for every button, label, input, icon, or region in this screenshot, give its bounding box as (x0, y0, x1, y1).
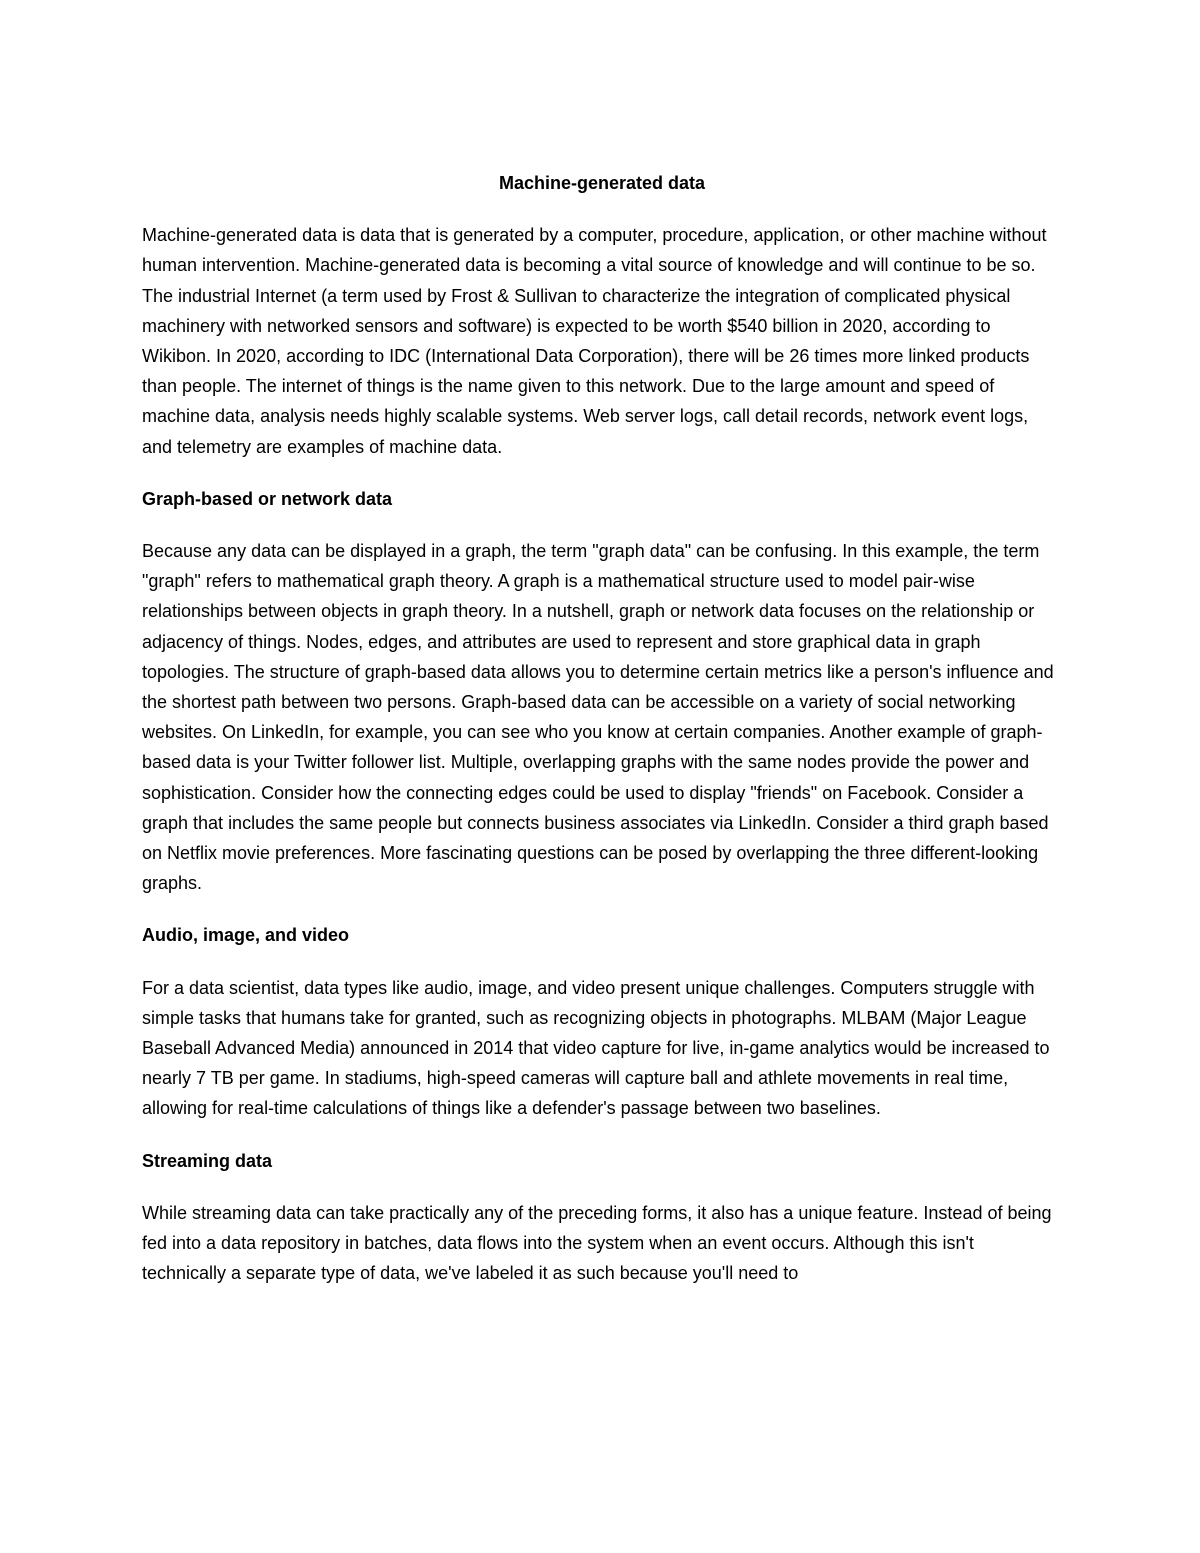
section-paragraph-graph-data: Because any data can be displayed in a graph, the term "graph data" can be confusing. In this example, the term "graph" refers to mathematical graph theory. A graph is a mathematical structure used to model pair-wise relationships between objects in graph theory. In a nutshell, graph or network data focuses on the relationship or adjacency of things. Nodes, edges, and attributes are used to represent and store graphical data in graph topologies. The structure of graph-based data allows you to determine certain metrics like a person's influence and the shortest path between two persons. Graph-based data can be accessible on a variety of social networking websites. On LinkedIn, for example, you can see who you know at certain companies. Another example of graph-based data is your Twitter follower list. Multiple, overlapping graphs with the same nodes provide the power and sophistication. Consider how the connecting edges could be used to display "friends" on Facebook. Consider a graph that includes the same people but connects business associates via LinkedIn. Consider a third graph based on Netflix movie preferences. More fascinating questions can be posed by overlapping the three different-looking graphs. (142, 541, 1054, 894)
section-heading-streaming-data: Streaming data (142, 1150, 273, 1171)
section-heading-audio-image-video: Audio, image, and video (142, 925, 350, 946)
section-heading-graph-data: Graph-based or network data (142, 488, 393, 509)
section-paragraph-streaming-data: While streaming data can take practically any of the preceding forms, it also has a unique feature. Instead of being fed into a data repository in batches, data flows into the system when an event occurs. Although this isn't technically a separate type of data, we've labeled it as such because you'll need to (142, 1202, 1052, 1284)
section-paragraph-audio-image-video: For a data scientist, data types like audio, image, and video present unique challenges. Computers struggle with simple tasks that humans take for granted, such as recognizing objects in photographs. MLBAM (Major League Baseball Advanced Media) announced in 2014 that video capture for live, in-game analytics would be increased to nearly 7 TB per game. In stadiums, high-speed cameras will capture ball and athlete movements in real time, allowing for real-time calculations of things like a defender's passage between two baselines. (142, 977, 1050, 1119)
document-title: Machine-generated data (498, 173, 706, 193)
intro-paragraph: Machine-generated data is data that is generated by a computer, procedure, application, or other machine without human intervention. Machine-generated data is becoming a vital source of knowledge and will continue to be so. The industrial Internet (a term used by Frost & Sullivan to characterize the integration of complicated physical machinery with networked sensors and software) is expected to be worth $540 billion in 2020, according to Wikibon. In 2020, according to IDC (International Data Corporation), there will be 26 times more linked products than people. The internet of things is the name given to this network. Due to the large amount and speed of machine data, analysis needs highly scalable systems. Web server logs, call detail records, network event logs, and telemetry are examples of machine data. (142, 225, 1047, 457)
document-body (142, 168, 1062, 1311)
